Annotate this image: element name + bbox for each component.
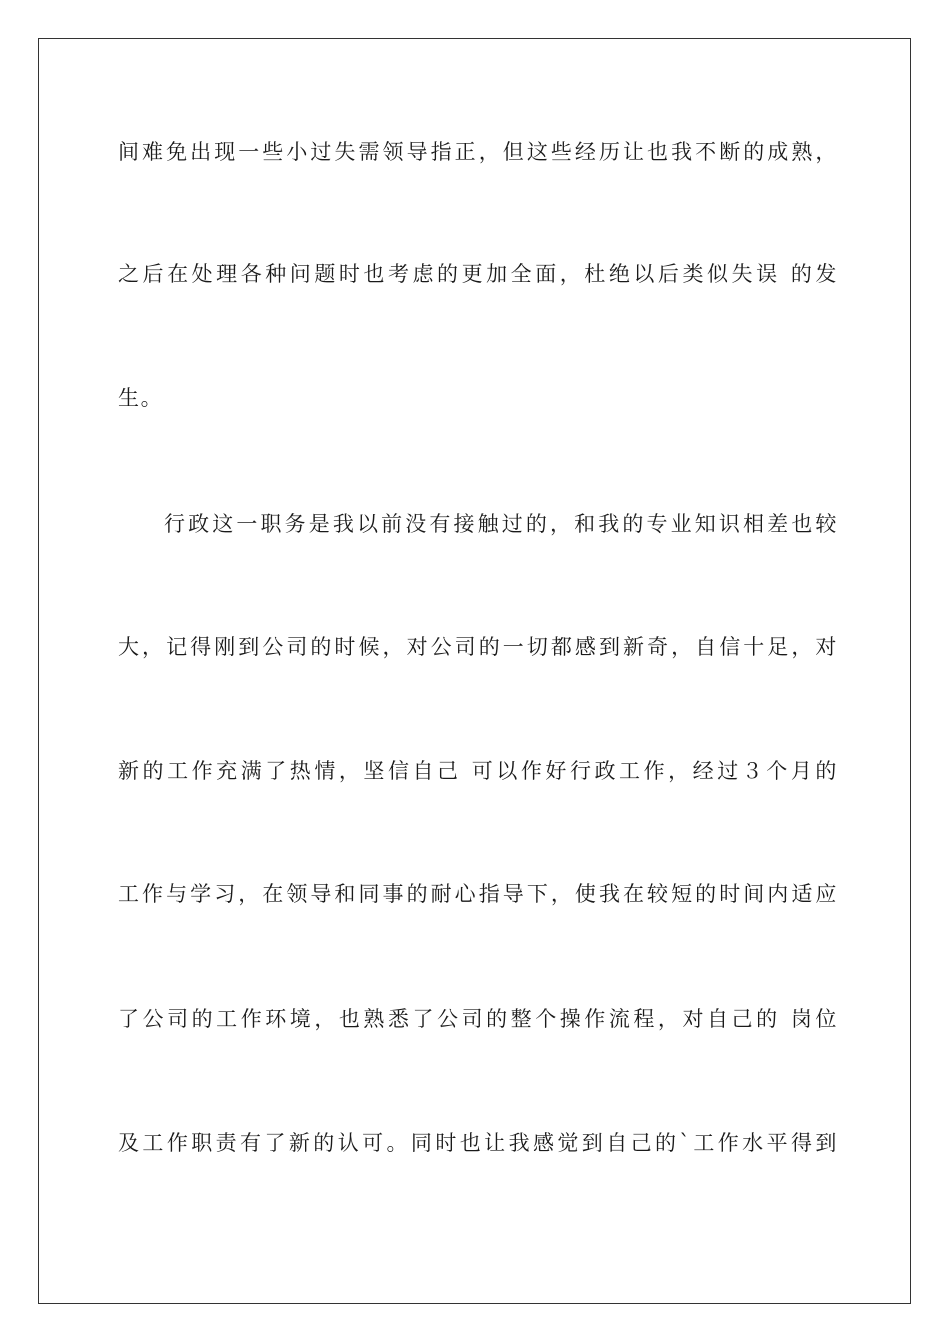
paragraph-first-line: 行政这一职务是我以前没有接触过的，和我的专业知识相差也较 xyxy=(164,512,838,536)
text-line: 及工作职责有了新的认可。同时也让我感觉到自己的`工作水平得到 xyxy=(118,1131,838,1155)
page-border xyxy=(38,38,911,1304)
text-line: 了公司的工作环境，也熟悉了公司的整个操作流程，对自己的 岗位 xyxy=(118,1007,838,1031)
text-line: 生。 xyxy=(118,386,164,410)
text-line: 间难免出现一些小过失需领导指正，但这些经历让也我不断的成熟， xyxy=(118,140,838,164)
text-line: 之后在处理各种问题时也考虑的更加全面，杜绝以后类似失误 的发 xyxy=(118,262,838,286)
text-line: 新的工作充满了热情，坚信自己 可以作好行政工作，经过３个月的 xyxy=(118,759,838,783)
text-line: 工作与学习，在领导和同事的耐心指导下，使我在较短的时间内适应 xyxy=(118,882,838,906)
text-line: 大，记得刚到公司的时候，对公司的一切都感到新奇，自信十足，对 xyxy=(118,635,838,659)
